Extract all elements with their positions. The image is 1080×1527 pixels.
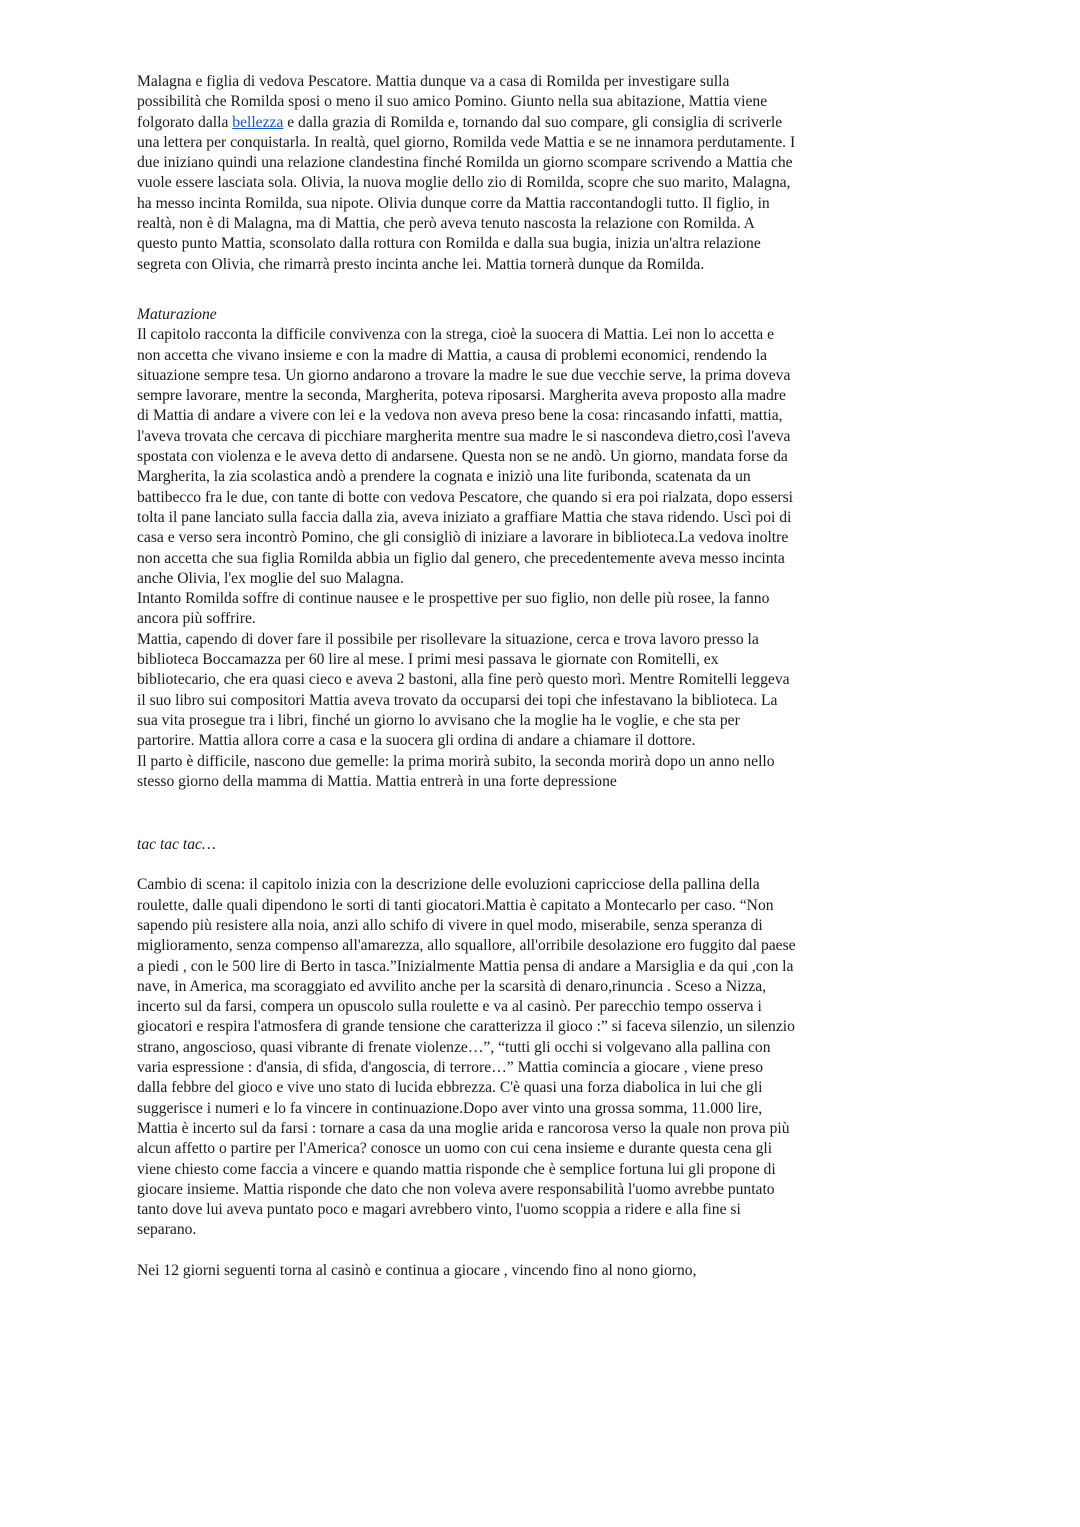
paragraph-dodici-giorni: Nei 12 giorni seguenti torna al casinò e continua a giocare , vincendo fino al nono giorno, bbox=[137, 1261, 697, 1279]
paragraph-parto: Il parto è difficile, nascono due gemelle: la prima morirà subito, la seconda morirà dopo un anno nello stesso giorno della mamma di Mattia. Mattia entrerà in una forte depressione bbox=[137, 752, 775, 790]
spacer bbox=[137, 855, 797, 875]
paragraph-biblioteca: Mattia, capendo di dover fare il possibile per risollevare la situazione, cerca e trova lavoro presso la biblioteca Boccamazza per 60 lire al mese. I primi mesi passava le giornate con Romitelli, ex bibliotecario, che era quasi cieco e aveva 2 bastoni, alla fine però questo morì. Mentre Romitelli leggeva il suo libro sui compositori Mattia aveva trovato da occuparsi dei topi che infestavano la biblioteca. La sua vita prosegue tra i libri, finché un giorno lo avvisano che la moglie ha le voglie, e che sta per partorire. Mattia allora corre a casa e la suocera gli ordina di andare a chiamare il dottore. bbox=[137, 630, 790, 750]
paragraph-romilda bbox=[137, 72, 797, 275]
document-page bbox=[137, 72, 797, 1281]
bellezza-link[interactable]: bellezza bbox=[232, 113, 284, 131]
paragraph-convivenza: Il capitolo racconta la difficile convivenza con la strega, cioè la suocera di Mattia. Lei non lo accetta e non accetta che vivano insieme e con la madre di Mattia, a causa di problemi economici, rendendo la situazione sempre tesa. Un giorno andarono a trovare la madre le sue due vecchie serve, la prima doveva sempre lavorare, mentre la seconda, Margherita, poteva riposarsi. Margherita aveva proposto alla madre di Mattia di andare a vivere con lei e la vedova non aveva preso bene la cosa: rincasando infatti, mattia, l'aveva trovata che cercava di picchiare margherita mentre sua madre le si nascondeva dietro,così l'aveva spostata con violenza e le aveva detto di andarsene. Questa non se ne andò. Un giorno, mandata forse da Margherita, la zia scolastica andò a prendere la cognata e iniziò una lite furibonda, scatenata da un battibecco fra le due, con tante di botte con vedova Pescatore, che quando si era poi rialzata, dopo essersi tolta il pane lanciato sulla faccia dalla zia, aveva iniziato a graffiare Mattia che stava ridendo. Uscì poi di casa e verso sera incontrò Pomino, che gli consigliò di iniziare a lavorare in biblioteca.La vedova inoltre non accetta che sua figlia Romilda abbia un figlio dal genero, che precedentemente aveva messo incinta anche Olivia, l'ex moglie del suo Malagna. bbox=[137, 326, 793, 587]
spacer bbox=[137, 275, 797, 305]
spacer bbox=[137, 1241, 797, 1261]
heading-maturazione: Maturazione bbox=[137, 305, 217, 323]
paragraph-text-before-link: Malagna e figlia di vedova Pescatore. Mattia dunque va a casa di Romilda per investigare sulla possibilità che Romilda sposi o meno il suo amico Pomino. Giunto nella sua abitazione, Mattia viene folgorato dalla bbox=[137, 73, 768, 131]
paragraph-roulette: Cambio di scena: il capitolo inizia con la descrizione delle evoluzioni capricciose della pallina della roulette, dalle quali dipendono le sorti di tanti giocatori.Mattia è capitato a Montecarlo per caso. “Non sapendo più resistere alla noia, anzi allo schifo di vivere in quel modo, miserabile, senza speranza di miglioramento, senza compenso all'amarezza, allo squallore, all'orribile desolazione ero fuggito dal paese a piedi , con le 500 lire di Berto in tasca.”Inizialmente Mattia pensa di andare a Marsiglia e da qui ,con la nave, in America, ma scoraggiato ed avvilito anche per la scarsità di denaro,rinuncia . Sceso a Nizza, incerto sul da farsi, compera un opuscolo sulla roulette e va al casinò. Per parecchio tempo osserva i giocatori e respira l'atmosfera di grande tensione che caratterizza il gioco :” si faceva silenzio, un silenzio strano, angoscioso, quasi vibrante di frenate violenze…”, “tutti gli occhi si volgevano alla pallina con varia espressione : d'ansia, di sfida, d'angoscia, di terrore…” Mattia comincia a giocare , viene preso dalla febbre del gioco e vive uno stato di lucida ebbrezza. C'è quasi una forza diabolica in lui che gli suggerisce i numeri e lo fa vincere in continuazione.Dopo aver vinto una grossa somma, 11.000 lire, Mattia è incerto sul da farsi : tornare a casa da una moglie arida e rancorosa verso la quale non prova più alcun affetto o partire per l'America? conosce un uomo con cui cena insieme e durante questa cena gli viene chiesto come faccia a vincere e quando mattia risponde che è semplice fortuna lui gli propone di giocare insieme. Mattia risponde che dato che non voleva avere responsabilità l'uomo avrebbe puntato tanto dove lui aveva puntato poco e magari avrebbero vinto, l'uomo scoppia a ridere e alla fine si separano. bbox=[137, 876, 796, 1239]
paragraph-nausee: Intanto Romilda soffre di continue nausee e le prospettive per suo figlio, non delle più rosee, la fanno ancora più soffrire. bbox=[137, 590, 770, 628]
heading-tac-tac-tac: tac tac tac… bbox=[137, 836, 216, 854]
paragraph-text-after-link: e dalla grazia di Romilda e, tornando dal suo compare, gli consiglia di scriverle una lettera per conquistarla. In realtà, quel giorno, Romilda vede Mattia e se ne innamora perdutamente. I due iniziano quindi una relazione clandestina finché Romilda un giorno scompare scrivendo a Mattia che vuole essere lasciata sola. Olivia, la nuova moglie dello zio di Romilda, scopre che suo marito, Malagna, ha messo incinta Romilda, sua nipote. Olivia dunque corre da Mattia raccontandogli tutto. Il figlio, in realtà, non è di Malagna, ma di Mattia, che però aveva tenuto nascosta la relazione con Romilda. A questo punto Mattia, sconsolato dalla rottura con Romilda e dalla sua bugia, inizia un'altra relazione segreta con Olivia, che rimarrà presto incinta anche lei. Mattia tornerà dunque da Romilda. bbox=[137, 113, 796, 273]
spacer bbox=[137, 792, 797, 835]
